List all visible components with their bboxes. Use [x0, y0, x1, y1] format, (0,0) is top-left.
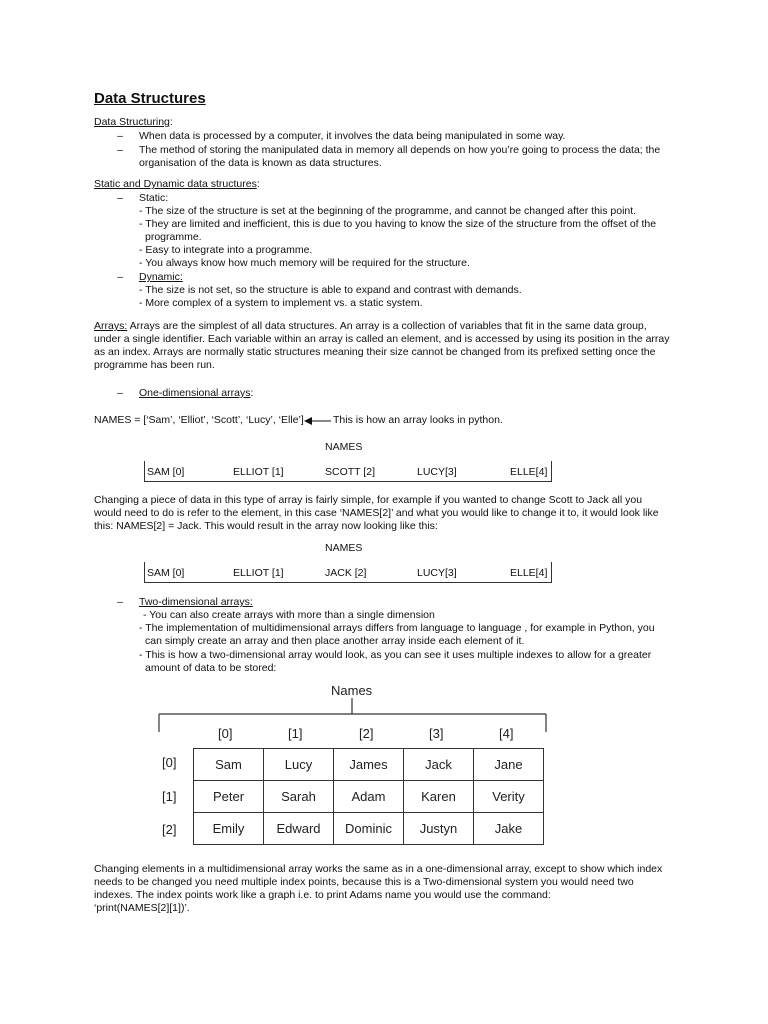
data-structuring-heading: Data Structuring:	[94, 116, 173, 128]
list-item: - Easy to integrate into a programme.	[139, 244, 313, 256]
array-cell: LUCY[3]	[417, 567, 457, 579]
page-title: Data Structures	[94, 90, 206, 107]
list-item: When data is processed by a computer, it involves the data being manipulated in some way.	[139, 130, 566, 142]
table-row	[194, 781, 544, 813]
array-cell: ELLE[4]	[510, 567, 548, 579]
grid-cell: Dominic	[334, 813, 404, 845]
grid-cell: Adam	[334, 781, 404, 813]
dynamic-label: Dynamic:	[139, 271, 183, 283]
dash-bullet: –	[117, 387, 123, 399]
two-dim-grid	[193, 748, 544, 845]
arrow-note: This is how an array looks in python.	[333, 414, 503, 426]
dash-bullet: –	[117, 271, 123, 283]
change-paragraph-line: Changing a piece of data in this type of array is fairly simple, for example if you wanted to change Scott to Jack all you	[94, 494, 643, 506]
arrow-left-icon	[304, 416, 332, 426]
list-item: - This is how a two-dimensional array would look, as you can see it uses multiple indexes to allow for a greater	[139, 649, 652, 661]
one-dim-heading: One-dimensional arrays:	[139, 387, 254, 399]
final-paragraph-line: indexes. The index points work like a graph i.e. to print Adams name you would use the command:	[94, 889, 551, 901]
list-item: The method of storing the manipulated data in memory all depends on how you’re going to process the data; the	[139, 144, 661, 156]
grid-cell: Jack	[404, 749, 474, 781]
grid-cell: James	[334, 749, 404, 781]
list-item: - You can also create arrays with more than a single dimension	[143, 609, 435, 621]
final-paragraph-line: Changing elements in a multidimensional array works the same as in a one-dimensional array, except to show which index	[94, 863, 663, 875]
static-dynamic-heading: Static and Dynamic data structures:	[94, 178, 260, 190]
arrays-paragraph-line: as an index. Arrays are normally static structures meaning their size cannot be changed from its prefixed setting once the	[94, 346, 656, 358]
grid-cell: Sam	[194, 749, 264, 781]
array2	[144, 562, 552, 583]
array-cell: SCOTT [2]	[325, 466, 375, 478]
list-item: programme.	[145, 231, 202, 243]
grid-cell: Peter	[194, 781, 264, 813]
array1	[144, 461, 552, 482]
change-paragraph-line: this: NAMES[2] = Jack. This would result in the array now looking like this:	[94, 520, 438, 532]
col-header: [2]	[359, 726, 374, 741]
final-paragraph-line: ‘print(NAMES[2][1])’.	[94, 902, 190, 914]
list-item: - They are limited and inefficient, this is due to you having to know the size of the structure from the offset of the	[139, 218, 657, 230]
dash-bullet: –	[117, 596, 123, 608]
array-cell: ELLIOT [1]	[233, 567, 284, 579]
two-dim-heading: Two-dimensional arrays:	[139, 596, 253, 608]
row-header: [2]	[162, 822, 177, 837]
list-item: - The implementation of multidimensional arrays differs from language to language , for example in Python, you	[139, 622, 655, 634]
dash-bullet: –	[117, 192, 123, 204]
array-cell: SAM [0]	[147, 567, 185, 579]
col-header: [0]	[218, 726, 233, 741]
array-cell: SAM [0]	[147, 466, 185, 478]
list-item: can simply create an array and then place another array inside each element of it.	[145, 635, 525, 647]
array-cell: JACK [2]	[325, 567, 367, 579]
array2-label: NAMES	[325, 542, 363, 554]
grid-cell: Jake	[474, 813, 544, 845]
array-cell: LUCY[3]	[417, 466, 457, 478]
row-header: [0]	[162, 755, 177, 770]
col-header: [1]	[288, 726, 303, 741]
grid-cell: Justyn	[404, 813, 474, 845]
array-cell: ELLE[4]	[510, 466, 548, 478]
grid-cell: Emily	[194, 813, 264, 845]
list-item: - The size is not set, so the structure is able to expand and contrast with demands.	[139, 284, 522, 296]
grid-cell: Karen	[404, 781, 474, 813]
arrays-paragraph-line: under a single identifier. Each variable within an array is called an element, and is accessed by using its position in the array	[94, 333, 670, 345]
dash-bullet: –	[117, 130, 123, 142]
static-label: Static:	[139, 192, 169, 204]
list-item: amount of data to be stored:	[145, 662, 277, 674]
list-item: - The size of the structure is set at the beginning of the programme, and cannot be changed after this point.	[139, 205, 637, 217]
array1-label: NAMES	[325, 441, 363, 453]
list-item: - You always know how much memory will be required for the structure.	[139, 257, 470, 269]
row-header: [1]	[162, 789, 177, 804]
col-header: [4]	[499, 726, 514, 741]
names-code-line: NAMES = [‘Sam’, ‘Elliot’, ‘Scott’, ‘Lucy’, ‘Elle’]	[94, 414, 304, 426]
arrays-paragraph-line: Arrays: Arrays are the simplest of all data structures. An array is a collection of variables that fit in the same data group,	[94, 320, 647, 332]
grid-cell: Sarah	[264, 781, 334, 813]
arrays-paragraph-line: programme has been run.	[94, 359, 215, 371]
change-paragraph-line: would need to do is refer to the element, in this case ‘NAMES[2]’ and what you would like to change it to, it would look like	[94, 507, 659, 519]
table-row	[194, 813, 544, 845]
list-item: organisation of the data is known as data structures.	[139, 157, 382, 169]
list-item: - More complex of a system to implement vs. a static system.	[139, 297, 423, 309]
grid-cell: Lucy	[264, 749, 334, 781]
grid-cell: Edward	[264, 813, 334, 845]
final-paragraph-line: needs to be changed you need multiple index points, because this is a Two-dimensional system you would need two	[94, 876, 634, 888]
table-row	[194, 749, 544, 781]
col-header: [3]	[429, 726, 444, 741]
grid-bracket	[158, 698, 548, 734]
grid-title: Names	[331, 683, 373, 698]
dash-bullet: –	[117, 144, 123, 156]
grid-cell: Jane	[474, 749, 544, 781]
array-cell: ELLIOT [1]	[233, 466, 284, 478]
grid-cell: Verity	[474, 781, 544, 813]
